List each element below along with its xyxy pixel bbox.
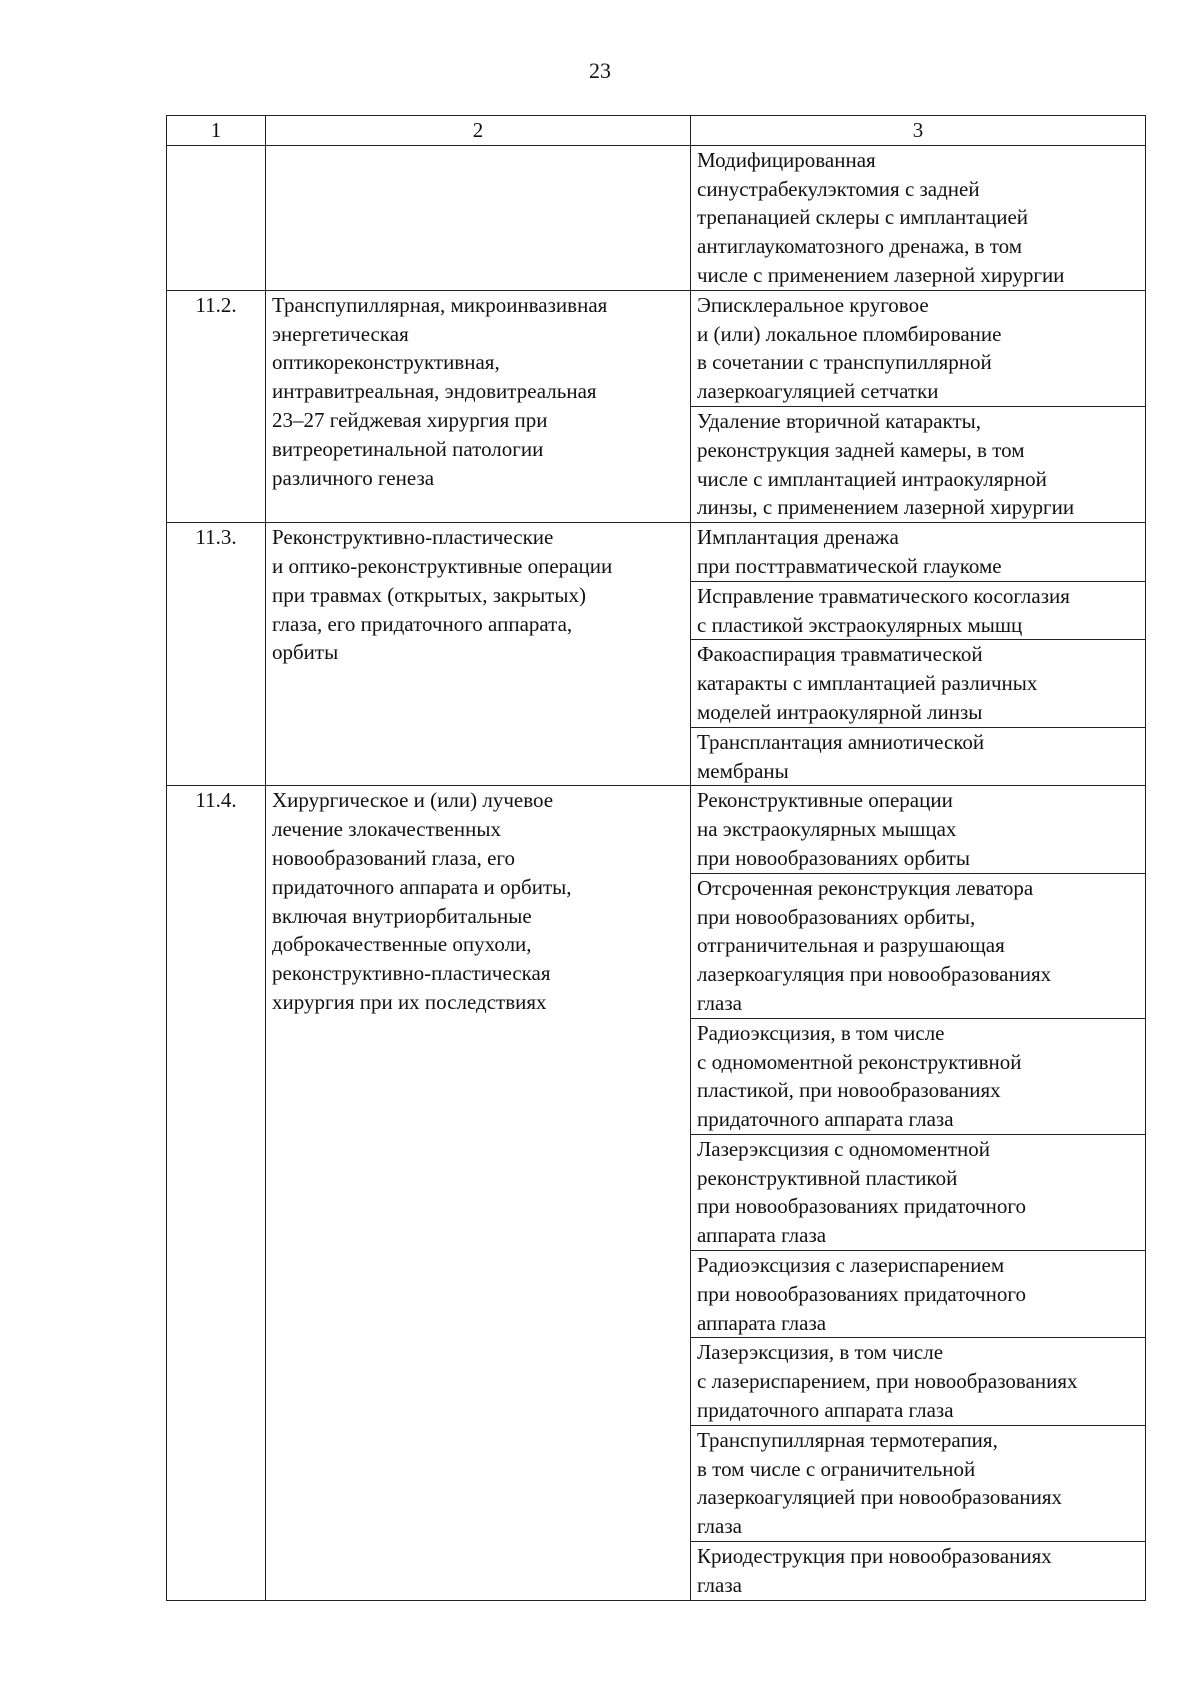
procedure-cell: Удаление вторичной катаракты, реконструкция задней камеры, в том числе с имплантацией интраокулярной линзы, с применением лазерной хирургии (691, 406, 1146, 522)
procedure-cell: Трансплантация амниотической мембраны (691, 727, 1146, 786)
procedures-table (166, 115, 1146, 1601)
description-cell: Транспупиллярная, микроинвазивная энергетическая оптикореконструктивная, интравитреальная, эндовитреальная 23–27 гейджевая хирургия при витреоретинальной патологии различного генеза (266, 290, 691, 522)
column-header: 2 (266, 116, 691, 146)
procedure-cell: Реконструктивные операции на экстраокулярных мышцах при новообразованиях орбиты (691, 786, 1146, 873)
procedure-cell: Лазерэксцизия с одномоментной реконструктивной пластикой при новообразованиях придаточного аппарата глаза (691, 1134, 1146, 1250)
column-header: 1 (167, 116, 266, 146)
procedure-cell: Транспупиллярная термотерапия, в том числе с ограничительной лазеркоагуляцией при новообразованиях глаза (691, 1425, 1146, 1541)
procedure-cell: Радиоэксцизия с лазериспарением при новообразованиях придаточного аппарата глаза (691, 1251, 1146, 1338)
number-cell: 11.2. (167, 290, 266, 522)
procedure-cell: Имплантация дренажа при посттравматической глаукоме (691, 523, 1146, 582)
table-row (167, 523, 1146, 582)
procedure-cell: Отсроченная реконструкция леватора при новообразованиях орбиты, отграничительная и разрушающая лазеркоагуляция при новообразованиях глаза (691, 873, 1146, 1018)
number-cell: 11.3. (167, 523, 266, 786)
procedure-cell: Исправление травматического косоглазия с пластикой экстраокулярных мышц (691, 581, 1146, 640)
number-cell (167, 145, 266, 290)
description-cell (266, 145, 691, 290)
description-cell: Реконструктивно-пластические и оптико-реконструктивные операции при травмах (открытых, закрытых) глаза, его придаточного аппарата, орбиты (266, 523, 691, 786)
procedure-cell: Эписклеральное круговое и (или) локальное пломбирование в сочетании с транспупиллярной лазеркоагуляцией сетчатки (691, 290, 1146, 406)
procedure-cell: Лазерэксцизия, в том числе с лазериспарением, при новообразованиях придаточного аппарата глаза (691, 1338, 1146, 1425)
procedure-cell: Криодеструкция при новообразованиях глаза (691, 1542, 1146, 1601)
procedure-cell: Факоаспирация травматической катаракты с имплантацией различных моделей интраокулярной линзы (691, 640, 1146, 727)
table-row (167, 786, 1146, 873)
table-header-row (167, 116, 1146, 146)
page-number: 23 (589, 58, 611, 83)
procedure-cell: Радиоэксцизия, в том числе с одномоментной реконструктивной пластикой, при новообразованиях придаточного аппарата глаза (691, 1018, 1146, 1134)
table-row (167, 290, 1146, 406)
procedure-cell: Модифицированная синустрабекулэктомия с задней трепанацией склеры с имплантацией антиглаукоматозного дренажа, в том числе с применением лазерной хирургии (691, 145, 1146, 290)
number-cell: 11.4. (167, 786, 266, 1600)
table-row (167, 145, 1146, 290)
column-header: 3 (691, 116, 1146, 146)
description-cell: Хирургическое и (или) лучевое лечение злокачественных новообразований глаза, его придаточного аппарата и орбиты, включая внутриорбитальные доброкачественные опухоли, реконструктивно-пластическая хирургия при их последствиях (266, 786, 691, 1600)
